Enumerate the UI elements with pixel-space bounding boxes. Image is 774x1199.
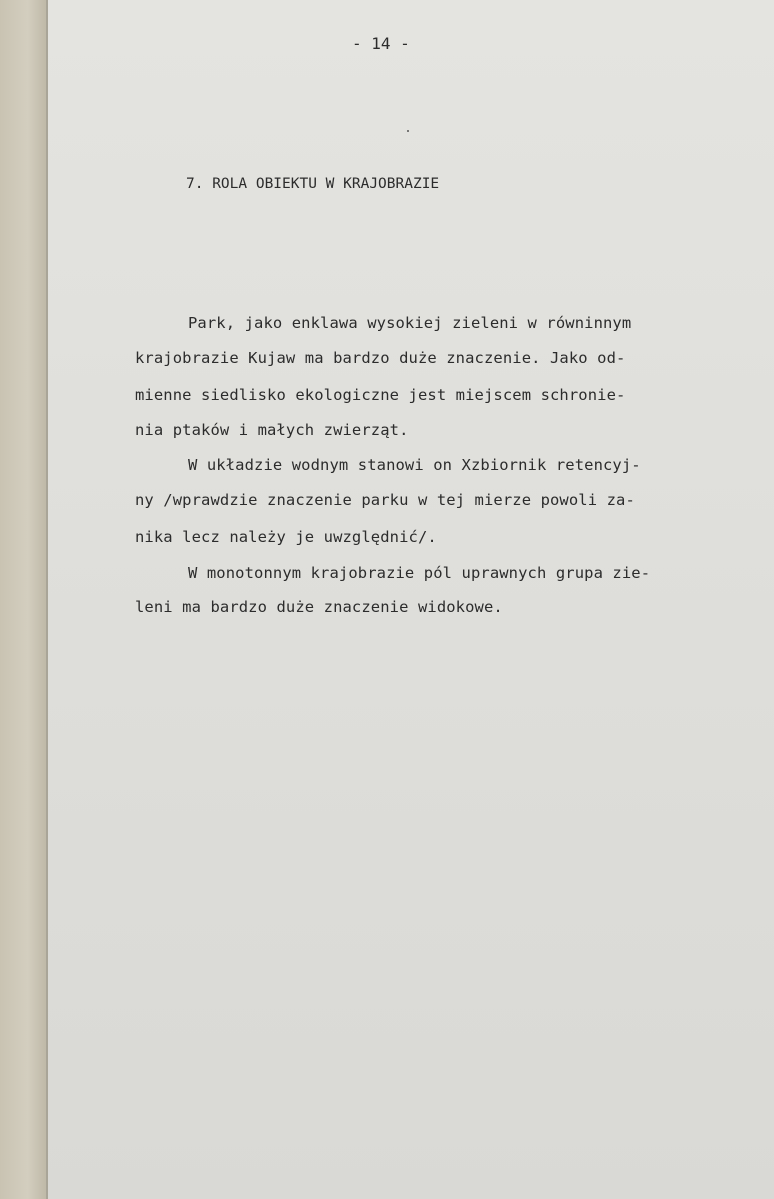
paragraph-line: krajobrazie Kujaw ma bardzo duże znaczenie. Jako od- [135, 349, 626, 367]
page-number: - 14 - [352, 34, 410, 53]
paragraph-line: nika lecz należy je uwzględnić/. [135, 528, 437, 546]
paragraph-line: leni ma bardzo duże znaczenie widokowe. [135, 598, 503, 616]
paragraph-line: Park, jako enklawa wysokiej zieleni w równinnym [188, 314, 632, 332]
speck-mark [407, 130, 409, 132]
paragraph-line: W układzie wodnym stanowi on Xzbiornik retencyj- [188, 456, 641, 474]
section-heading: 7. ROLA OBIEKTU W KRAJOBRAZIE [186, 176, 440, 192]
paragraph-line: ny /wprawdzie znaczenie parku w tej mierze powoli za- [135, 491, 635, 509]
paragraph-line: nia ptaków i małych zwierząt. [135, 421, 409, 439]
paragraph-line: W monotonnym krajobrazie pól uprawnych grupa zie- [188, 564, 651, 582]
document-page [46, 0, 774, 1199]
binding-edge [0, 0, 46, 1199]
paragraph-line: mienne siedlisko ekologiczne jest miejscem schronie- [135, 386, 626, 404]
